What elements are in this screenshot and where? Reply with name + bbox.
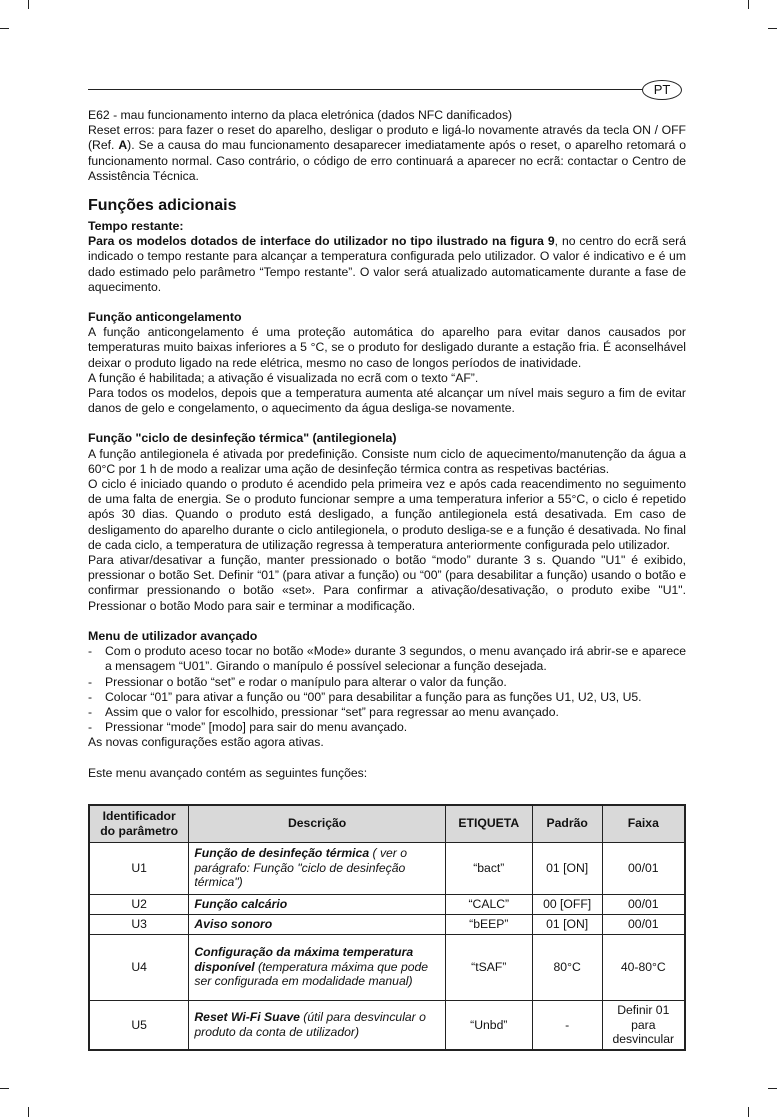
- header-faixa: Faixa: [602, 805, 685, 843]
- reset-text-cont: ). Se a causa do mau funcionamento desaparecer imediatamente após o reset, o aparelho retomará o funcionamento normal. Caso contrário, o código de erro continuará a aparecer no ecrã: contactar o Centro de Assistência Técnica.: [88, 138, 687, 183]
- antilegionela-p2: O ciclo é iniciado quando o produto é acendido pela primeira vez e após cada reacendimento no seguimento de uma falta de energia. Se o produto funcionar sempre a uma temperatura inferior a 55°C, o ciclo é repetido após 30 dias. Quando o produto está desligado, a função antilegionela está desativada. Em caso de desligamento do aparelho durante o ciclo antilegionela, o produto desliga-se e a função é desativada. No final de cada ciclo, a temperatura de utilização regressa à temperatura anteriormente configurada pelo utilizador.: [88, 477, 686, 552]
- crop-mark: [28, 0, 29, 9]
- cell-id: U5: [89, 1000, 189, 1050]
- desc-bold: Função calcário: [194, 896, 288, 911]
- menu-title: Menu de utilizador avançado: [88, 628, 258, 643]
- cell-description: [189, 934, 446, 1000]
- desc-rest: (temperatura máxima que pode ser configurada em modalidade manual): [194, 959, 429, 989]
- header-etiqueta: ETIQUETA: [445, 805, 532, 843]
- reset-ref: A: [118, 138, 128, 153]
- table-row: [89, 914, 685, 934]
- cell-default: 80°C: [532, 934, 602, 1000]
- crop-mark: [28, 1107, 29, 1117]
- table-header-row: [89, 805, 685, 843]
- crop-mark: [748, 0, 749, 9]
- header-descricao: Descrição: [189, 805, 446, 843]
- anticongelamento-p1: A função anticongelamento é uma proteção automática do aparelho para evitar danos causados por temperaturas muito baixas inferiores a 5 °C, se o produto for desligado durante a estação fria. É aconselhável deixar o produto ligado na rede elétrica, mesmo no caso de longos períodos de inatividade.: [88, 325, 686, 370]
- anticongelamento-p2: A função é habilitada; a ativação é visualizada no ecrã com o texto “AF”.: [88, 370, 479, 385]
- cell-default: -: [532, 1000, 602, 1050]
- crop-mark: [0, 1088, 9, 1089]
- list-item: - Pressionar o botão “set” e rodar o manípulo para alterar o valor da função.: [88, 675, 686, 690]
- section-title: Funções adicionais: [88, 197, 237, 215]
- table-row: [89, 842, 685, 894]
- cell-default: 01 [ON]: [532, 914, 602, 934]
- cell-default: 01 [ON]: [532, 842, 602, 894]
- cell-range: Definir 01 para desvincular: [602, 1000, 685, 1050]
- cell-label: “CALC”: [445, 894, 532, 914]
- cell-range: 40-80°C: [602, 934, 685, 1000]
- cell-label: “Unbd”: [445, 1000, 532, 1050]
- tempo-title: Tempo restante:: [88, 219, 184, 234]
- functions-table: [88, 804, 686, 1052]
- cell-id: U3: [89, 914, 189, 934]
- desc-rest: (útil para desvincular o produto da conta de utilizador): [194, 1010, 426, 1039]
- list-item: - Assim que o valor for escolhido, pressionar “set” para regressar ao menu avançado.: [88, 705, 686, 720]
- desc-bold: Função de desinfeção térmica: [194, 846, 370, 861]
- header-padrao: Padrão: [532, 805, 602, 843]
- crop-mark: [768, 28, 777, 29]
- language-badge: PT: [642, 80, 682, 100]
- antilegionela-title: Função "ciclo de desinfeção térmica" (antilegionela): [88, 431, 397, 446]
- cell-id: U1: [89, 842, 189, 894]
- desc-bold: Aviso sonoro: [194, 916, 273, 931]
- list-item: - Pressionar “mode” [modo] para sair do menu avançado.: [88, 720, 686, 735]
- antilegionela-p3: Para ativar/desativar a função, manter pressionado o botão “modo” durante 3 s. Quando "U1" é exibido, pressionar o botão Set. Definir “01” (para ativar a função) ou “00” (para desabilitar a função) usando o botão e confirmar pressionando o botão «set». Para confirmar a ativação/desativação, o produto exibe "U1". Pressionar o botão Modo para sair e terminar a modificação.: [88, 553, 686, 613]
- table-row: [89, 1000, 685, 1050]
- desc-rest: ( ver o parágrafo: Função "ciclo de desinfeção térmica"): [194, 846, 408, 890]
- crop-mark: [768, 1088, 777, 1089]
- anticongelamento-title: Função anticongelamento: [88, 310, 242, 325]
- table-row: [89, 934, 685, 1000]
- table-intro: Este menu avançado contém as seguintes funções:: [88, 765, 368, 780]
- cell-description: [189, 842, 446, 894]
- crop-mark: [0, 28, 9, 29]
- desc-bold: Reset Wi-Fi Suave: [194, 1010, 300, 1025]
- cell-id: U2: [89, 894, 189, 914]
- anticongelamento-p3: Para todos os modelos, depois que a temperatura aumenta até alcançar um nível mais seguro a fim de evitar danos de gelo e congelamento, o aquecimento da água desliga-se novamente.: [88, 386, 686, 416]
- cell-description: [189, 1000, 446, 1050]
- cell-label: “tSAF”: [445, 934, 532, 1000]
- reset-text: Reset erros: para fazer o reset do aparelho, desligar o produto e ligá-lo novamente através da tecla ON / OFF (Ref.: [88, 123, 686, 153]
- list-item: - Com o produto aceso tocar no botão «Mode» durante 3 segundos, o menu avançado irá abrir-se e aparece a mensagem “U01”. Girando o manípulo é possível selecionar a função desejada.: [88, 644, 686, 674]
- cell-label: “bEEP”: [445, 914, 532, 934]
- antilegionela-p1: A função antilegionela é ativada por predefinição. Consiste num ciclo de aquecimento/manutenção da água a 60°C por 1 h de modo a realizar uma ação de desinfeção térmica contra as respetivas bactérias.: [88, 446, 686, 476]
- cell-description: [189, 914, 446, 934]
- cell-range: 00/01: [602, 894, 685, 914]
- tempo-paragraph: [88, 234, 686, 295]
- page-content: [88, 108, 686, 1051]
- tempo-bold-lead: Para os modelos dotados de interface do utilizador no tipo ilustrado na figura 9: [88, 234, 555, 249]
- cell-range: 00/01: [602, 842, 685, 894]
- reset-paragraph: [88, 123, 686, 184]
- list-item: - Colocar “01” para ativar a função ou “00” para desabilitar a função para as funções U1, U2, U3, U5.: [88, 690, 686, 705]
- cell-label: “bact”: [445, 842, 532, 894]
- header-identificador: Identificador do parâmetro: [89, 805, 189, 843]
- table-row: [89, 894, 685, 914]
- tempo-text: , no centro do ecrã será indicado o tempo restante para alcançar a temperatura configurada pelo utilizador. O valor é indicativo e é um dado estimado pelo parâmetro “Tempo restante”. O valor será atualizado automaticamente durante a fase de aquecimento.: [88, 234, 686, 294]
- menu-steps-list: [88, 644, 686, 735]
- desc-bold: Configuração da máxima temperatura disponível: [194, 945, 414, 974]
- cell-range: 00/01: [602, 914, 685, 934]
- cell-id: U4: [89, 934, 189, 1000]
- crop-mark: [748, 1107, 749, 1117]
- cell-description: [189, 894, 446, 914]
- menu-after: As novas configurações estão agora ativas.: [88, 735, 324, 750]
- header-rule: [88, 89, 643, 90]
- cell-default: 00 [OFF]: [532, 894, 602, 914]
- error-line: E62 - mau funcionamento interno da placa eletrónica (dados NFC danificados): [88, 108, 513, 122]
